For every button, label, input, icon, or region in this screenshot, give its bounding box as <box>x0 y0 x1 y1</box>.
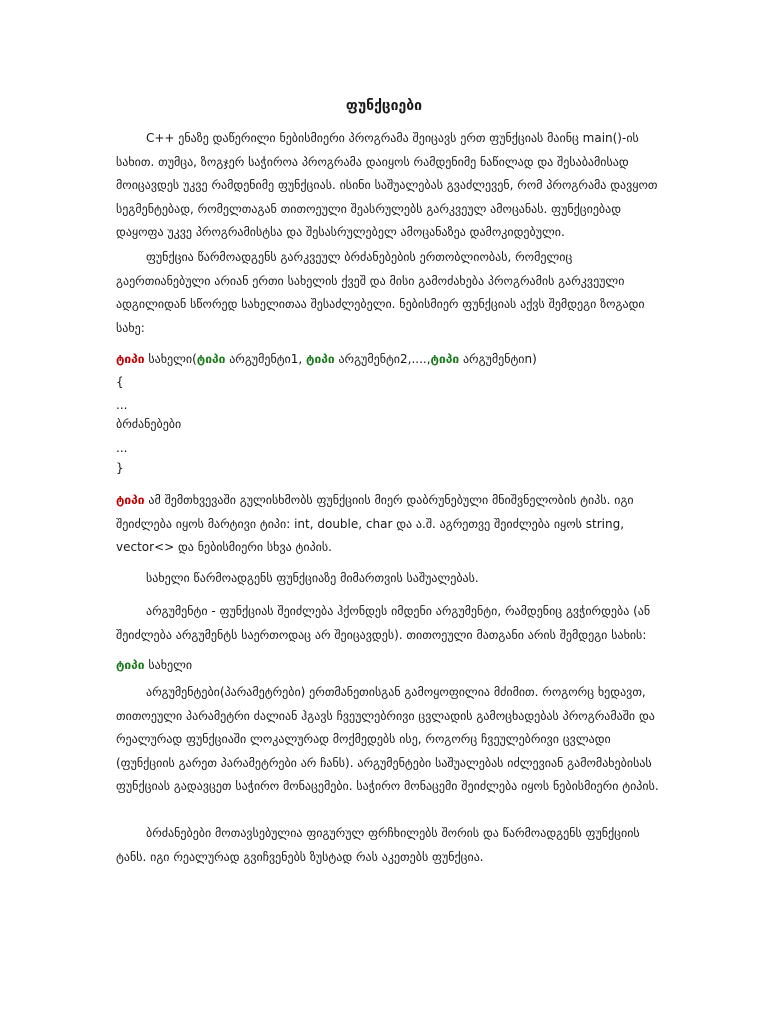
syntax-signature <box>116 349 662 369</box>
syntax-text-arg2: არგუმენტი2,...., <box>334 352 431 366</box>
paragraph-name-explanation: სახელი წარმოადგენს ფუნქციაზე მიმართვის საშუალებას. <box>146 571 479 585</box>
page-title: ფუნქციები <box>345 98 423 114</box>
syntax-text-argn: არგუმენტიn) <box>459 352 537 366</box>
keyword-arg-type-1: ტიპი <box>196 352 226 366</box>
syntax-text-arg1: არგუმენტი1, <box>225 352 307 366</box>
argument-form <box>116 655 662 675</box>
paragraph-intro: C++ ენაზე დაწერილი ნებისმიერი პროგრამა შეიცავს ერთ ფუნქციას მაინც main()-ის სახით. თუმცა, ზოგჯერ საჭიროა პროგრამა დაიყოს რამდენიმე ნაწილად და შესაბამისად მოიცავდეს უკვე რამდენიმე ფუნქციას. ისინი საშუალებას გვაძლევენ, რომ პროგრამა დავყოთ სეგმენტებად, რომელთაგან თითოეული შეასრულებს გარკვეულ ამოცანას. ფუნქციებად დაყოფა უკვე პროგრამისტსა და შესასრულებელ ამოცანაზეა დამოკიდებული. <box>116 131 658 239</box>
keyword-arg-type-2: ტიპი <box>306 352 335 366</box>
keyword-arg-type: ტიპი <box>116 658 145 672</box>
syntax-close-brace: } <box>116 461 124 475</box>
keyword-arg-type-n: ტიპი <box>430 352 460 366</box>
paragraph-arguments: არგუმენტი - ფუნქციას შეიძლება ჰქონდეს იმდენი არგუმენტი, რამდენიც გვჭირდება (ან შეიძლება არგუმენტს საერთოდაც არ შეიცავდეს). თითოეული მათგანი არის შემდეგი სახის: <box>116 604 651 642</box>
type-explanation-text: ამ შემთხვევაში გულისხმობს ფუნქციის მიერ დაბრუნებული მნიშვნელობის ტიპს. იგი შეიძლება იყოს მარტივი ტიპი: int, double, char და ა.შ. აგრეთვე შეიძლება იყოს string, vector<> და ნებისმიერი სხვა ტიპის. <box>116 493 634 554</box>
paragraph-type-explanation <box>116 489 662 560</box>
syntax-ellipsis-top: ... <box>116 398 128 412</box>
syntax-ellipsis-bottom: ... <box>116 441 128 455</box>
paragraph-body: ბრძანებები მოთავსებულია ფიგურულ ფრჩხილებს შორის და წარმოადგენს ფუნქციის ტანს. იგი რეალურად გვიჩვენებს ზუსტად რას აკეთებს ფუნქცია. <box>116 826 640 864</box>
keyword-return-type: ტიპი <box>116 352 145 366</box>
paragraph-parameters: არგუმენტები(პარამეტრები) ერთმანეთისგან გამოყოფილია მძიმით. როგორც ხედავთ, თითოეული პარამეტრი ძალიან ჰგავს ჩვეულებრივი ცვლადის გამოცხადებას პროგრამაში და რეალურად ფუნქციაში ლოკალურად მოქმედებს ისე, როგორც ჩვეულებრივი ცვლადი (ფუნქციის გარეთ პარამეტრები არ ჩანს). არგუმენტები საშუალებას იძლევიან გამომახებისას ფუნქციას გადავცეთ საჭირო მონაცემები. საჭირო მონაცემი შეიძლება იყოს ნებისმიერი ტიპის. <box>116 685 659 793</box>
syntax-open-brace: { <box>116 375 124 389</box>
syntax-body: ბრძანებები <box>116 417 182 431</box>
keyword-type: ტიპი <box>116 493 145 507</box>
paragraph-definition: ფუნქცია წარმოადგენს გარკვეულ ბრძანებების ერთობლიობას, რომელიც გაერთიანებული არიან ერთი სახელის ქვეშ და მისი გამოძახება პროგრამის გარკვეული ადგილიდან სწორედ სახელითაა შესაძლებელი. ნებისმიერ ფუნქციას აქვს შემდეგი ზოგადი სახე: <box>116 250 645 335</box>
argument-form-text: სახელი <box>144 658 193 672</box>
syntax-text-name: სახელი( <box>144 352 197 366</box>
